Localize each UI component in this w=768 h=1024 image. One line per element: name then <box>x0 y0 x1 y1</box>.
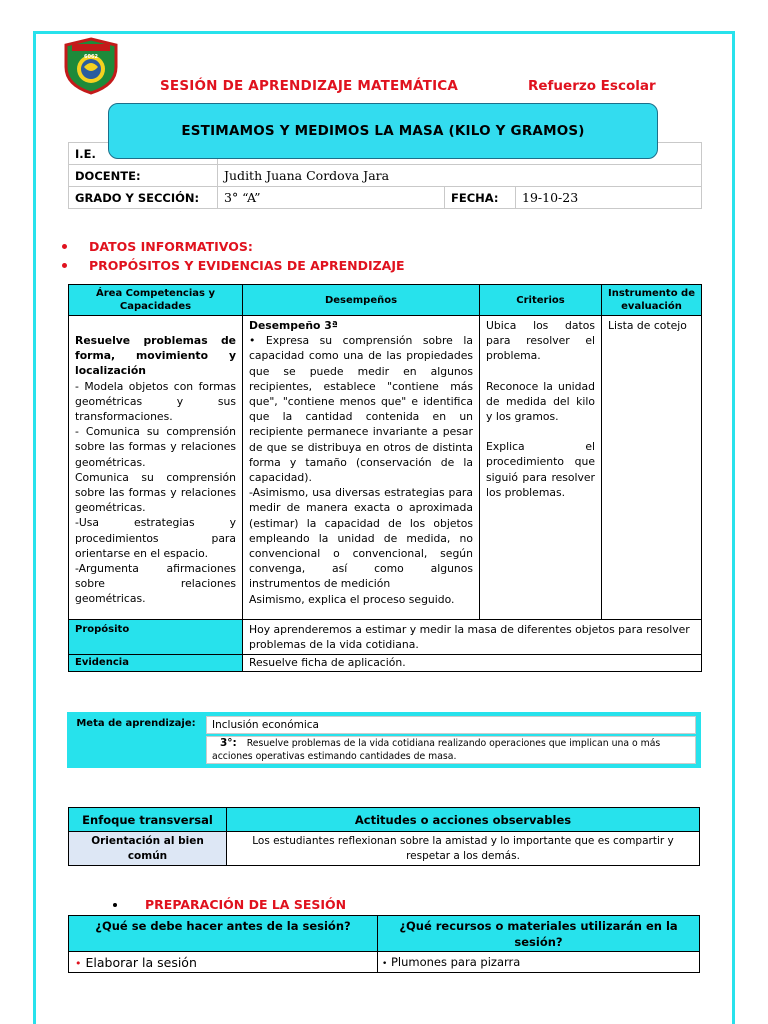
proposito-value: Hoy aprenderemos a estimar y medir la masa de diferentes objetos para resolver problemas de la vida cotidiana. <box>243 620 702 655</box>
enfoque-label: Orientación al bien común <box>69 832 227 866</box>
prep-header-2: ¿Qué recursos o materiales utilizarán en la sesión? <box>378 916 700 952</box>
competencia-title: Resuelve problemas de forma, movimiento y localización <box>75 334 236 378</box>
enfoque-value: Los estudiantes reflexionan sobre la amistad y lo importante que es compartir y respetar a los demás. <box>227 832 700 866</box>
fecha-label: FECHA: <box>445 187 516 209</box>
enfoque-table <box>68 807 700 866</box>
capacidad-item: - Modela objetos con formas geométricas y sus transformaciones. <box>75 379 236 424</box>
header-desempenos: Desempeños <box>243 285 480 316</box>
section-preparacion-label: PREPARACIÓN DE LA SESIÓN <box>145 897 347 912</box>
main-title: SESIÓN DE APRENDIZAJE MATEMÁTICA <box>160 78 459 94</box>
header-instrumento: Instrumento de evaluación <box>602 285 702 316</box>
evidencia-value: Resuelve ficha de aplicación. <box>243 655 702 671</box>
enfoque-header-1: Enfoque transversal <box>69 808 227 832</box>
school-logo <box>62 37 120 95</box>
section-propositos-label: PROPÓSITOS Y EVIDENCIAS DE APRENDIZAJE <box>89 258 405 273</box>
ie-label: I.E. <box>69 143 218 165</box>
desempeno-text: Asimismo, explica el proceso seguido. <box>249 592 455 606</box>
bullet-icon <box>113 903 117 907</box>
fecha-value: 19-10-23 <box>516 187 702 209</box>
meta-value-1: Inclusión económica <box>206 716 696 734</box>
competencias-table <box>68 284 702 672</box>
logo-number: 6062 <box>84 54 98 60</box>
meta-label: Meta de aprendizaje: <box>76 718 196 729</box>
prep-item-2-text: Plumones para pizarra <box>390 955 521 969</box>
subtitle: Refuerzo Escolar <box>528 78 656 94</box>
bullet-icon: • <box>75 956 82 970</box>
criterios-cell <box>480 316 602 620</box>
competencia-cell <box>69 316 243 620</box>
criterio-item: Reconoce la unidad de medida del kilo y los gramos. <box>486 379 595 424</box>
desempeno-text: -Asimismo, usa diversas estrategias para medir de manera exacta o aproximada (estimar) la capacidad de los objetos empleando la unidad de medida, no convencional o convencional, según convenga, así como algunos instrumentos de medición <box>249 486 473 591</box>
section-preparacion <box>113 897 346 912</box>
section-datos <box>62 239 253 254</box>
capacidad-item: -Argumenta afirmaciones sobre relaciones geométricas. <box>75 562 236 606</box>
docente-value: Judith Juana Cordova Jara <box>218 165 702 187</box>
prep-item-2 <box>378 952 700 973</box>
desempeno-cell <box>243 316 480 620</box>
meta-value-2-text: Resuelve problemas de la vida cotidiana realizando operaciones que implican una o más acciones operativas estimando cantidades de masa. <box>212 738 661 762</box>
meta-grade: 3°: <box>220 737 237 749</box>
capacidad-item: -Usa estrategias y procedimientos para orientarse en el espacio. <box>75 516 236 560</box>
desempeno-title: Desempeño 3ª <box>249 319 338 332</box>
instrumento-cell: Lista de cotejo <box>602 316 702 620</box>
desempeno-text: • Expresa su comprensión sobre la capacidad como una de las propiedades que se puede medir en algunos recipientes, establece "contiene más que", "contiene menos que" e identifica que la cantidad contenida en un recipiente permanece invariante a pesar de que se distribuya en otros de distinta forma y tamaño (conservación de la capacidad). <box>249 334 473 485</box>
proposito-label: Propósito <box>69 620 243 655</box>
header-criterios: Criterios <box>480 285 602 316</box>
capacidad-item: Comunica su comprensión sobre las formas y relaciones geométricas. <box>75 470 236 515</box>
grado-label: GRADO Y SECCIÓN: <box>69 187 218 209</box>
prep-item-1-text: Elaborar la sesión <box>85 954 197 970</box>
session-title: ESTIMAMOS Y MEDIMOS LA MASA (KILO Y GRAMOS) <box>108 103 658 159</box>
prep-item-1 <box>69 952 378 973</box>
meta-value-2 <box>206 736 696 764</box>
docente-label: DOCENTE: <box>69 165 218 187</box>
capacidad-item: - Comunica su comprensión sobre las formas y relaciones geométricas. <box>75 425 236 469</box>
enfoque-header-2: Actitudes o acciones observables <box>227 808 700 832</box>
evidencia-label: Evidencia <box>69 655 243 671</box>
grado-value: 3° “A” <box>218 187 445 209</box>
preparacion-table <box>68 915 700 973</box>
prep-header-1: ¿Qué se debe hacer antes de la sesión? <box>69 916 378 952</box>
header-area: Área Competencias y Capacidades <box>69 285 243 316</box>
bullet-icon: • <box>382 959 388 969</box>
bullet-icon <box>62 263 67 268</box>
criterio-item: Explica el procedimiento que siguió para resolver los problemas. <box>486 440 595 499</box>
bullet-icon <box>62 244 67 249</box>
section-datos-label: DATOS INFORMATIVOS: <box>89 239 253 254</box>
section-propositos <box>62 258 405 273</box>
criterio-item: Ubica los datos para resolver el problema. <box>486 319 595 363</box>
